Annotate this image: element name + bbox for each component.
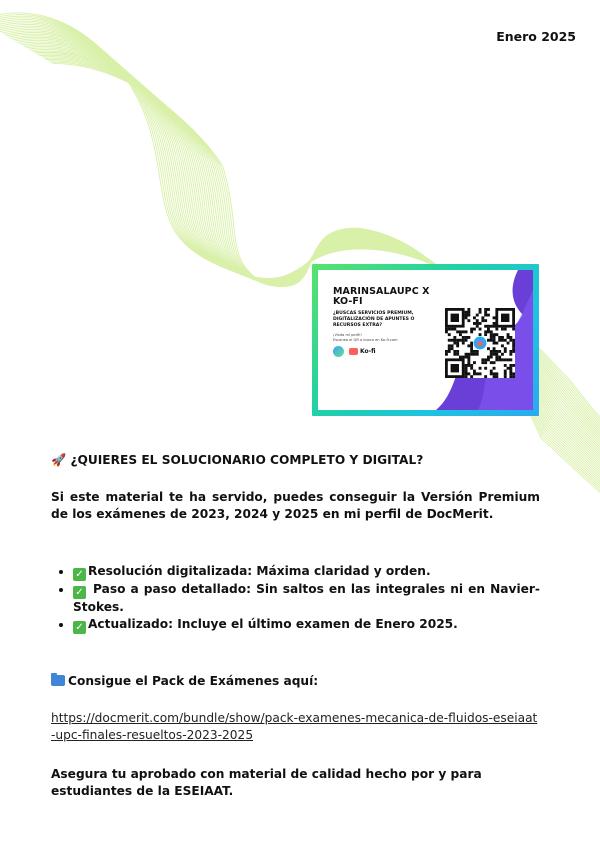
banner-text [333, 287, 433, 357]
list-item [73, 581, 540, 617]
banner-title: MARINSALAUPC X KO-FI [333, 286, 430, 307]
intro-paragraph: Si este material te ha servido, puedes conseguir la Versión Premium de los exámenes de 2023, 2024 y 2025 en mi perfil de DocMerit. [51, 489, 540, 521]
kofi-logo [349, 348, 376, 355]
profile-logo-icon [333, 346, 344, 357]
check-icon: ✓ [73, 621, 86, 634]
check-icon: ✓ [73, 586, 86, 599]
feature-text: Resolución digitalizada: Máxima claridad y orden. [88, 563, 431, 578]
docmerit-link[interactable]: https://docmerit.com/bundle/show/pack-examenes-mecanica-de-fluidos-eseiaat-upc-finales-resueltos-2023-2025 [51, 710, 538, 742]
check-icon: ✓ [73, 568, 86, 581]
kofi-cup-icon [349, 348, 358, 355]
pack-title-text: Consigue el Pack de Exámenes aquí: [68, 674, 319, 688]
main-content [51, 452, 540, 801]
qr-code[interactable] [445, 308, 515, 378]
banner-small-text-2: Escanea el QR o busca en Ko-fi.com [333, 337, 398, 342]
heading [51, 452, 540, 470]
kofi-label: Ko-fi [360, 348, 376, 356]
feature-list [51, 563, 540, 635]
banner-logos [333, 346, 433, 357]
kofi-banner[interactable] [312, 264, 539, 416]
rocket-icon: 🚀 [51, 453, 67, 467]
list-item [73, 616, 540, 634]
feature-text: Actualizado: Incluye el último examen de Enero 2025. [88, 617, 458, 631]
banner-subtitle: ¿BUSCAS SERVICIOS PREMIUM, DIGITALIZACIÓN DE APUNTES O RECURSOS EXTRA? [333, 311, 415, 328]
list-item [73, 563, 540, 581]
banner-small-text-1: ¡Visita mi perfil! [333, 333, 362, 337]
feature-text: Paso a paso detallado: Sin saltos en las integrales ni en Navier-Stokes. [73, 581, 540, 614]
closing-paragraph: Asegura tu aprobado con material de calidad hecho por y para estudiantes de la ESEIAAT. [51, 766, 482, 798]
banner-card [318, 270, 533, 410]
document-date: Enero 2025 [496, 29, 576, 44]
folder-icon [51, 675, 65, 686]
heading-text: ¿QUIERES EL SOLUCIONARIO COMPLETO Y DIGITAL? [70, 453, 424, 467]
wave-line [13, 37, 600, 483]
pack-title [51, 673, 540, 691]
